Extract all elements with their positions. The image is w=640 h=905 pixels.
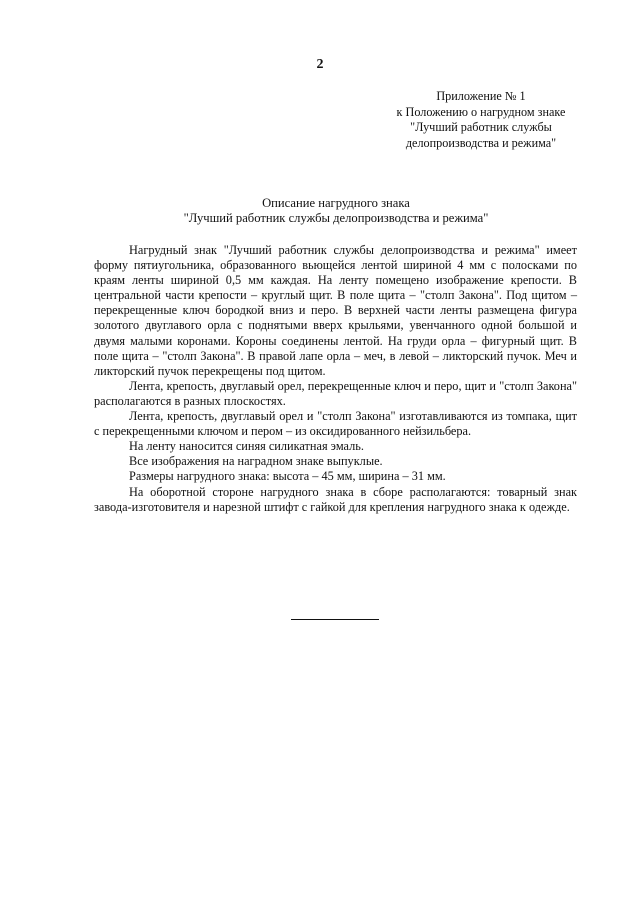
appendix-line: Приложение № 1	[436, 89, 526, 103]
title-line-2: "Лучший работник службы делопроизводства и режима"	[183, 211, 489, 225]
appendix-line: "Лучший работник службы	[410, 120, 552, 134]
body-paragraph: Размеры нагрудного знака: высота – 45 мм, ширина – 31 мм.	[129, 469, 446, 484]
document-title	[106, 196, 566, 226]
closing-rule	[291, 619, 379, 620]
appendix-line: к Положению о нагрудном знаке	[396, 104, 566, 119]
appendix-header	[300, 89, 640, 151]
body-paragraph: Нагрудный знак "Лучший работник службы делопроизводства и режима" имеет форму пятиугольника, образованного вьющейся лентой шириной 4 мм с полосками по краям ленты шириной 0,5 мм каждая. На ленту помещено изображение крепости. В центральной части крепости – круглый щит. В поле щита – "столп Закона". Под щитом – перекрещенные ключ бородкой вниз и перо. В верхней части ленты размещена фигура золотого двуглавого орла с поднятыми вверх крыльями, увенчанного одной большой и двумя малыми коронами. Короны соединены лентой. На груди орла – фигурный щит. В поле щита – "столп Закона". В правой лапе орла – меч, в левой – ликторский пучок. Меч и ликторский пучок перекрещены под щитом.	[94, 243, 577, 378]
body-paragraph: Все изображения на наградном знаке выпуклые.	[129, 454, 383, 469]
page-number: 2	[316, 57, 324, 72]
body-paragraph: На ленту наносится синяя силикатная эмаль.	[129, 439, 364, 454]
body-paragraph: Лента, крепость, двуглавый орел и "столп Закона" изготавливаются из томпака, щит с перекрещенными ключом и пером – из оксидированного нейзильбера.	[94, 409, 577, 439]
body-paragraph: Лента, крепость, двуглавый орел, перекрещенные ключ и перо, щит и "столп Закона" располагаются в разных плоскостях.	[94, 378, 577, 408]
appendix-line: делопроизводства и режима"	[405, 135, 557, 150]
title-line-1: Описание нагрудного знака	[262, 196, 410, 210]
body-paragraph: На оборотной стороне нагрудного знака в сборе располагаются: товарный знак завода-изготовителя и нарезной штифт с гайкой для крепления нагрудного знака к одежде.	[94, 484, 577, 514]
document-body	[94, 243, 577, 515]
